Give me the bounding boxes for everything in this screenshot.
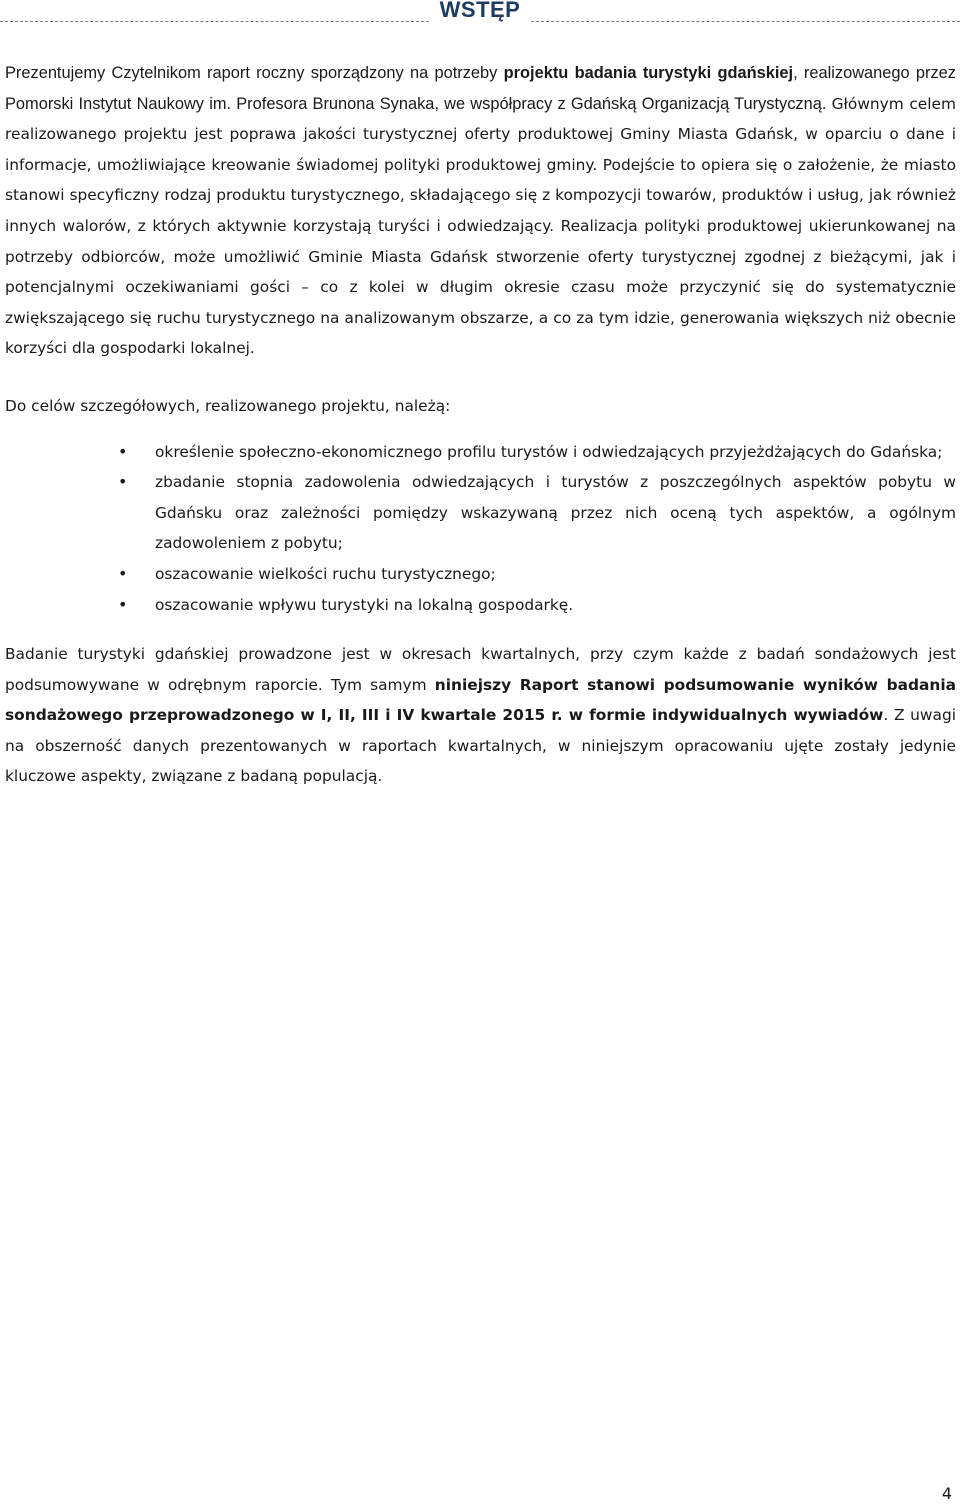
list-item: • oszacowanie wielkości ruchu turystycznego; bbox=[155, 559, 956, 590]
section-title bbox=[0, 0, 960, 23]
summary-sentence-2: . Z uwagi na obszerność danych prezentowanych w raportach kwartalnych, w niniejszym opracowaniu ujęte zostały jedynie kluczowe aspekty, związane z badaną populacją. bbox=[5, 706, 956, 786]
intro-sentence-1-end: , realizowanego przez Pomorski Instytut Naukowy im. Profesora Brunona Synaka, we współpracy z Gdańską Organizacją Turystyczną. bbox=[5, 64, 956, 113]
section-title-text: WSTĘP bbox=[430, 0, 531, 22]
intro-sentence-1: Prezentujemy Czytelnikom raport roczny sporządzony na potrzeby bbox=[5, 64, 504, 82]
goals-lead: Do celów szczegółowych, realizowanego projektu, należą: bbox=[5, 396, 451, 415]
summary-paragraph bbox=[5, 639, 956, 792]
list-item: • oszacowanie wpływu turystyki na lokalną gospodarkę. bbox=[155, 590, 956, 621]
list-item: • określenie społeczno-ekonomicznego profilu turystów i odwiedzających przyjeżdżających do Gdańska; bbox=[155, 437, 956, 468]
summary-bold-statement: niniejszy Raport stanowi podsumowanie wyników badania sondażowego przeprowadzonego w I, II, III i IV kwartale 2015 r. w formie indywidualnych wywiadów bbox=[5, 675, 956, 725]
page-header bbox=[0, 0, 960, 26]
list-item: • zbadanie stopnia zadowolenia odwiedzających i turystów z poszczególnych aspektów pobytu w Gdańsku oraz zależności pomiędzy wskazywaną przez nich oceną tych aspektów, a ogólnym zadowoleniem z pobytu; bbox=[155, 467, 956, 559]
project-name-bold: projektu badania turystyki gdańskiej bbox=[503, 64, 794, 82]
document-body bbox=[5, 58, 956, 792]
intro-main-text: Głównym celem realizowanego projektu jest poprawa jakości turystycznej oferty produktowej Gminy Miasta Gdańsk, w oparciu o dane i informacje, umożliwiające kreowanie świadomej polityki produktowej gminy. Podejście to opiera się o założenie, że miasto stanowi specyficzny rodzaj produktu turystycznego, składającego się z kompozycji towarów, produktów i usług, jak również innych walorów, z których aktywnie korzystają turyści i odwiedzający. Realizacja polityki produktowej ukierunkowanej na potrzeby odbiorców, może umożliwić Gminie Miasta Gdańsk stworzenie oferty turystycznej zgodnej z bieżącymi, jak i potencjalnymi oczekiwaniami gości – co z kolei w długim okresie czasu może przyczynić się do systematycznie zwiększającego się ruchu turystycznego na analizowanym obszarze, a co za tym idzie, generowania większych niż obecnie korzyści dla gospodarki lokalnej. bbox=[5, 94, 957, 358]
page-number: 4 bbox=[941, 1484, 952, 1503]
goals-list bbox=[5, 437, 956, 621]
intro-paragraph bbox=[5, 58, 956, 364]
summary-sentence-1: Badanie turystyki gdańskiej prowadzone jest w okresach kwartalnych, przy czym każde z badań sondażowych jest podsumowywane w odrębnym raporcie. Tym samym bbox=[5, 645, 956, 694]
